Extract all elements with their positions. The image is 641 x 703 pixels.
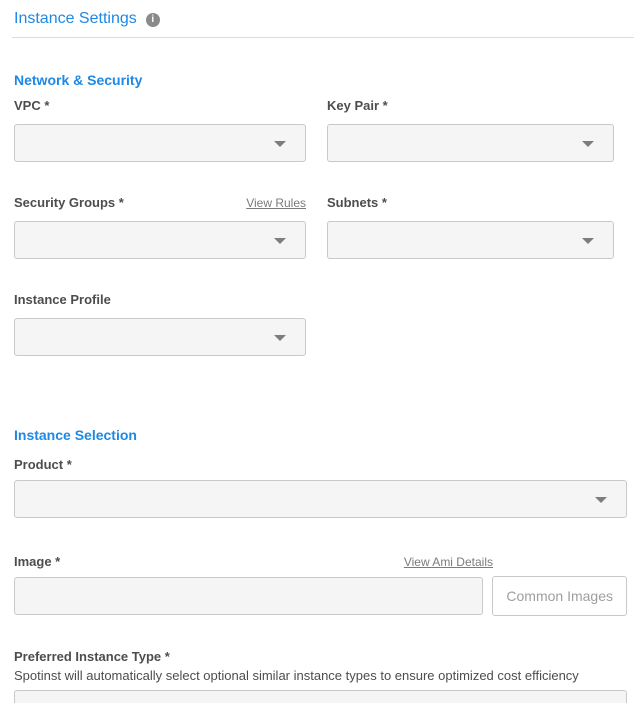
instance-profile-select[interactable]	[14, 318, 306, 356]
field-preferred-instance-type	[14, 649, 627, 703]
chevron-down-icon	[582, 238, 594, 244]
header-divider	[12, 37, 634, 38]
vpc-select[interactable]	[14, 124, 306, 162]
vpc-label: VPC *	[14, 98, 50, 113]
security-groups-select[interactable]	[14, 221, 306, 259]
instance-selection-heading: Instance Selection	[14, 427, 137, 443]
field-subnets	[327, 195, 614, 259]
section-network-security	[14, 72, 627, 389]
form-content	[0, 72, 641, 703]
preferred-instance-type-description: Spotinst will automatically select optional similar instance types to ensure optimized cost efficiency	[14, 668, 579, 683]
page-title: Instance Settings	[14, 10, 137, 27]
subnets-select[interactable]	[327, 221, 614, 259]
key-pair-select[interactable]	[327, 124, 614, 162]
chevron-down-icon	[274, 238, 286, 244]
preferred-instance-type-label: Preferred Instance Type *	[14, 649, 170, 664]
security-groups-label: Security Groups *	[14, 195, 124, 210]
preferred-instance-type-select[interactable]	[14, 690, 627, 703]
chevron-down-icon	[595, 497, 607, 503]
chevron-down-icon	[274, 141, 286, 147]
instance-profile-label: Instance Profile	[14, 292, 111, 307]
subnets-label: Subnets *	[327, 195, 387, 210]
chevron-down-icon	[582, 141, 594, 147]
field-key-pair	[327, 98, 614, 162]
network-security-heading: Network & Security	[14, 72, 143, 88]
field-vpc	[14, 98, 306, 162]
field-security-groups	[14, 195, 306, 259]
view-rules-link[interactable]: View Rules	[246, 196, 306, 210]
view-ami-details-link[interactable]: View Ami Details	[403, 555, 493, 569]
field-product	[14, 457, 627, 518]
form-header	[0, 0, 641, 28]
image-input[interactable]	[14, 577, 483, 615]
common-images-button[interactable]: Common Images	[492, 576, 627, 616]
field-instance-profile	[14, 292, 306, 356]
info-icon[interactable]: i	[146, 13, 160, 27]
section-instance-selection	[14, 427, 627, 703]
key-pair-label: Key Pair *	[327, 98, 388, 113]
field-image	[14, 554, 627, 616]
image-label: Image *	[14, 554, 61, 569]
chevron-down-icon	[274, 335, 286, 341]
product-select[interactable]	[14, 480, 627, 518]
product-label: Product *	[14, 457, 72, 472]
network-security-grid	[14, 98, 627, 389]
